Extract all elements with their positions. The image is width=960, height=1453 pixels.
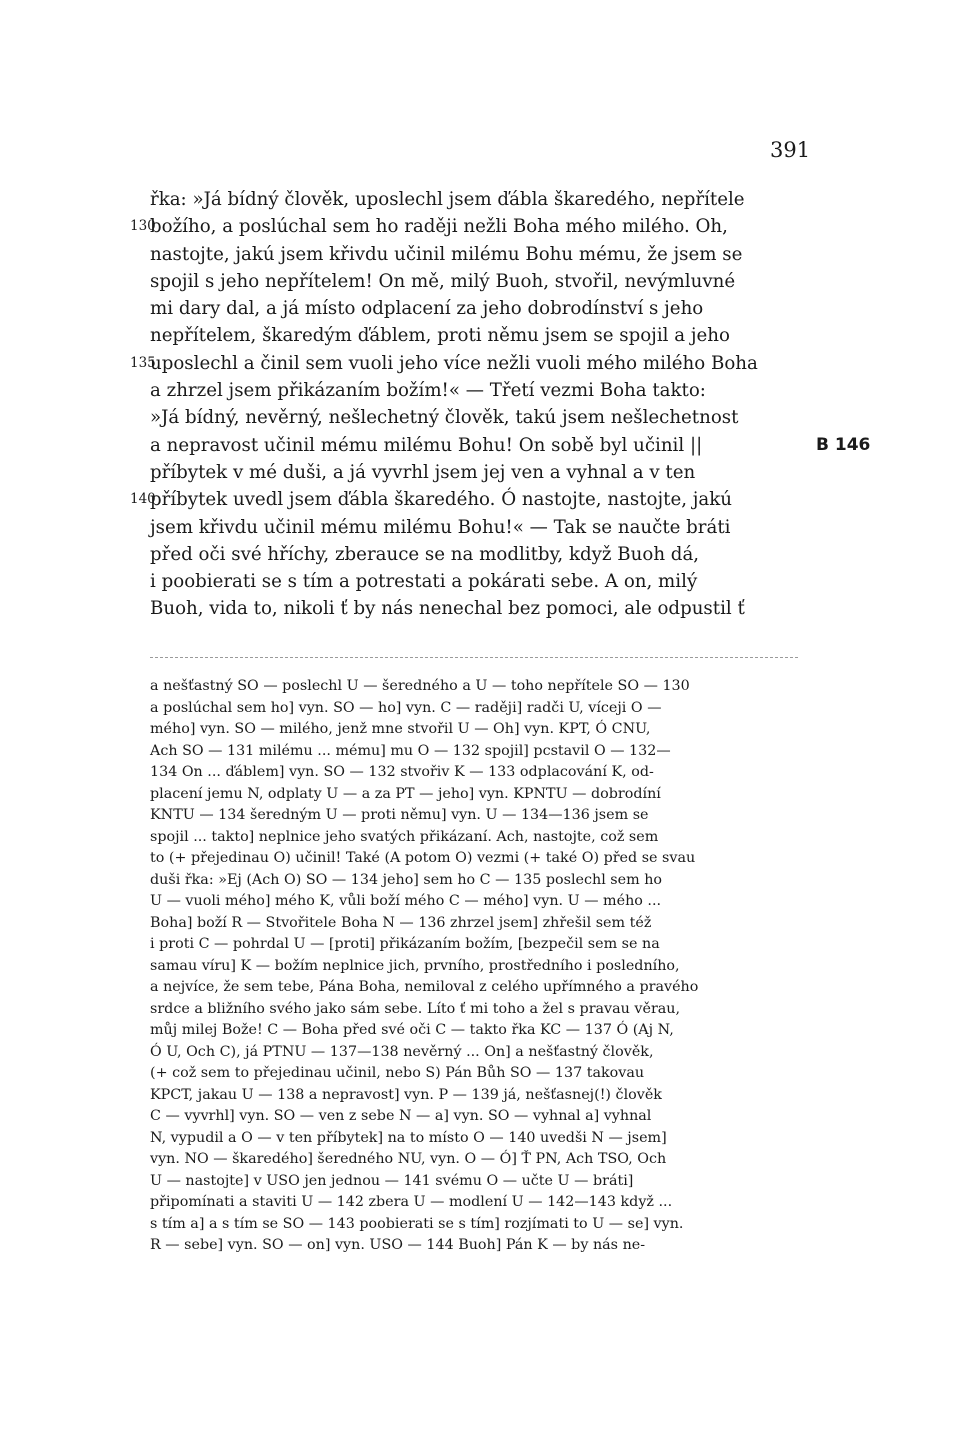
text-line	[130, 350, 810, 377]
text-line	[150, 568, 810, 595]
line-text: nepřítelem, škaredým ďáblem, proti němu jsem se spojil a jeho	[150, 325, 730, 347]
line-text: Buoh, vida to, nikoli ť by nás nenechal bez pomoci, ale odpustil ť	[150, 598, 745, 620]
apparatus-line: a nešťastný SO — poslechl U — šeredného a U — toho nepřítele SO — 130	[150, 678, 690, 694]
apparatus-line: i proti C — pohrdal U — [proti] přikázaním božím, [bezpečil sem se na	[150, 936, 660, 952]
apparatus-line: spojil ... takto] neplnice jeho svatých přikázaní. Ach, nastojte, což sem	[150, 828, 659, 845]
text-line	[150, 459, 810, 486]
apparatus-line: KPCT, jakau U — 138 a nepravost] vyn. P — 139 já, nešťasnej(!) člověk	[150, 1086, 662, 1103]
line-text: jsem křivdu učinil mému milému Bohu!« — Tak se naučte bráti	[150, 516, 731, 538]
apparatus-line: srdce a bližního svého jako sám sebe. Líto ť mi toho a žel s pravau věrau,	[150, 1000, 681, 1017]
apparatus-line: duši řka: »Ej (Ach O) SO — 134 jeho] sem ho C — 135 poslechl sem ho	[150, 871, 663, 888]
apparatus-line: a poslúchal sem ho] vyn. SO — ho] vyn. C — raději] radči U, víceji O —	[150, 699, 662, 716]
line-text: a nepravost učinil mému milému Bohu! On sobě byl učinil ||	[150, 434, 703, 456]
line-text: příbytek v mé duši, a já vyvrhl jsem jej ven a vyhnal a v ten	[150, 461, 696, 483]
apparatus-line: Boha] boží R — Stvořitele Boha N — 136 zhrzel jsem] zhřešil sem též	[150, 914, 652, 931]
apparatus-line: (+ což sem to přejedinau učinil, nebo S) Pán Bůh SO — 137 takovau	[150, 1065, 645, 1081]
margin-reference: B 146	[816, 434, 871, 455]
text-line	[150, 514, 810, 541]
line-text: i poobierati se s tím a potrestati a pokárati sebe. A on, milý	[150, 571, 698, 593]
line-text: řka: »Já bídný člověk, uposlechl jsem ďábla škaredého, nepřítele	[150, 189, 745, 210]
line-number: 140	[130, 491, 156, 508]
main-text	[130, 186, 871, 623]
apparatus-line: Ó U, Och C), já PTNU — 137—138 nevěrný ... On] a nešťastný člověk,	[150, 1043, 654, 1060]
apparatus-line: připomínati a staviti U — 142 zbera U — modlení U — 142—143 když ...	[150, 1194, 673, 1210]
text-line	[150, 404, 810, 431]
line-text: božího, a poslúchal sem ho raději nežli Boha mého milého. Oh,	[150, 216, 728, 238]
apparatus-line: U — vuoli mého] mého K, vůli boží mého C — mého] vyn. U — mého ...	[150, 893, 662, 909]
apparatus-line: N, vypudil a O — v ten příbytek] na to místo O — 140 uvedši N — jsem]	[150, 1129, 667, 1146]
apparatus-line: R — sebe] vyn. SO — on] vyn. USO — 144 Buoh] Pán K — by nás ne-	[150, 1237, 646, 1253]
apparatus-line: placení jemu N, odplaty U — a za PT — jeho] vyn. KPNTU — dobrodíní	[150, 785, 661, 802]
line-text: mi dary dal, a já místo odplacení za jeho dobrodínství s jeho	[150, 298, 704, 320]
text-line	[130, 213, 810, 240]
apparatus-line: vyn. NO — škaredého] šeredného NU, vyn. O — Ó] Ť PN, Ach TSO, Och	[150, 1151, 667, 1167]
line-number: 135	[130, 354, 156, 371]
apparatus-line: mého] vyn. SO — milého, jenž mne stvořil U — Oh] vyn. KPT, Ó CNU,	[150, 721, 651, 737]
line-text: uposlechl a činil sem vuoli jeho více nežli vuoli mého milého Boha	[150, 352, 758, 374]
text-line	[150, 268, 810, 295]
line-text: nastojte, jakú jsem křivdu učinil milému Bohu mému, že jsem se	[150, 243, 743, 265]
apparatus-line: s tím a] a s tím se SO — 143 poobierati se s tím] rozjímati to U — se] vyn.	[150, 1215, 684, 1232]
apparatus-line: to (+ přejedinau O) učinil! Také (A potom O) vezmi (+ také O) před se svau	[150, 850, 696, 866]
critical-apparatus	[150, 676, 800, 1257]
text-line	[150, 432, 871, 459]
apparatus-line: KNTU — 134 šeredným U — proti němu] vyn. U — 134—136 jsem se	[150, 807, 649, 823]
text-line	[150, 186, 810, 213]
line-text: »Já bídný, nevěrný, nešlechetný člověk, takú jsem nešlechetnost	[150, 407, 739, 429]
line-text: spojil s jeho nepřítelem! On mě, milý Buoh, stvořil, nevýmluvné	[150, 270, 736, 292]
line-text: před oči své hříchy, zberauce se na modlitby, když Buoh dá,	[150, 543, 700, 565]
apparatus-line: můj milej Bože! C — Boha před své oči C — takto řka KC — 137 Ó (Aj N,	[150, 1022, 674, 1038]
text-line	[130, 486, 810, 513]
apparatus-divider	[150, 657, 798, 658]
line-text: a zhrzel jsem přikázaním božím!« — Třetí vezmi Boha takto:	[150, 380, 706, 402]
apparatus-line: Ach SO — 131 milému ... mému] mu O — 132 spojil] pcstavil O — 132—	[150, 742, 671, 759]
text-line	[150, 295, 810, 322]
text-line	[150, 541, 810, 568]
page-number: 391	[770, 138, 811, 162]
text-line	[150, 322, 810, 349]
text-line	[150, 595, 810, 622]
line-number: 130	[130, 218, 156, 235]
text-line	[150, 241, 810, 268]
apparatus-line: samau víru] K — božím neplnice jich, prvního, prostředního i posledního,	[150, 957, 680, 974]
text-line	[150, 377, 810, 404]
apparatus-line: a nejvíce, že sem tebe, Pána Boha, nemiloval z celého upřímného a pravého	[150, 979, 699, 995]
apparatus-line: 134 On ... ďáblem] vyn. SO — 132 stvořiv K — 133 odplacování K, od-	[150, 764, 654, 780]
line-text: příbytek uvedl jsem ďábla škaredého. Ó nastojte, nastojte, jakú	[150, 489, 732, 511]
apparatus-line: U — nastojte] v USO jen jednou — 141 svému O — učte U — bráti]	[150, 1172, 634, 1189]
apparatus-line: C — vyvrhl] vyn. SO — ven z sebe N — a] vyn. SO — vyhnal a] vyhnal	[150, 1108, 652, 1124]
